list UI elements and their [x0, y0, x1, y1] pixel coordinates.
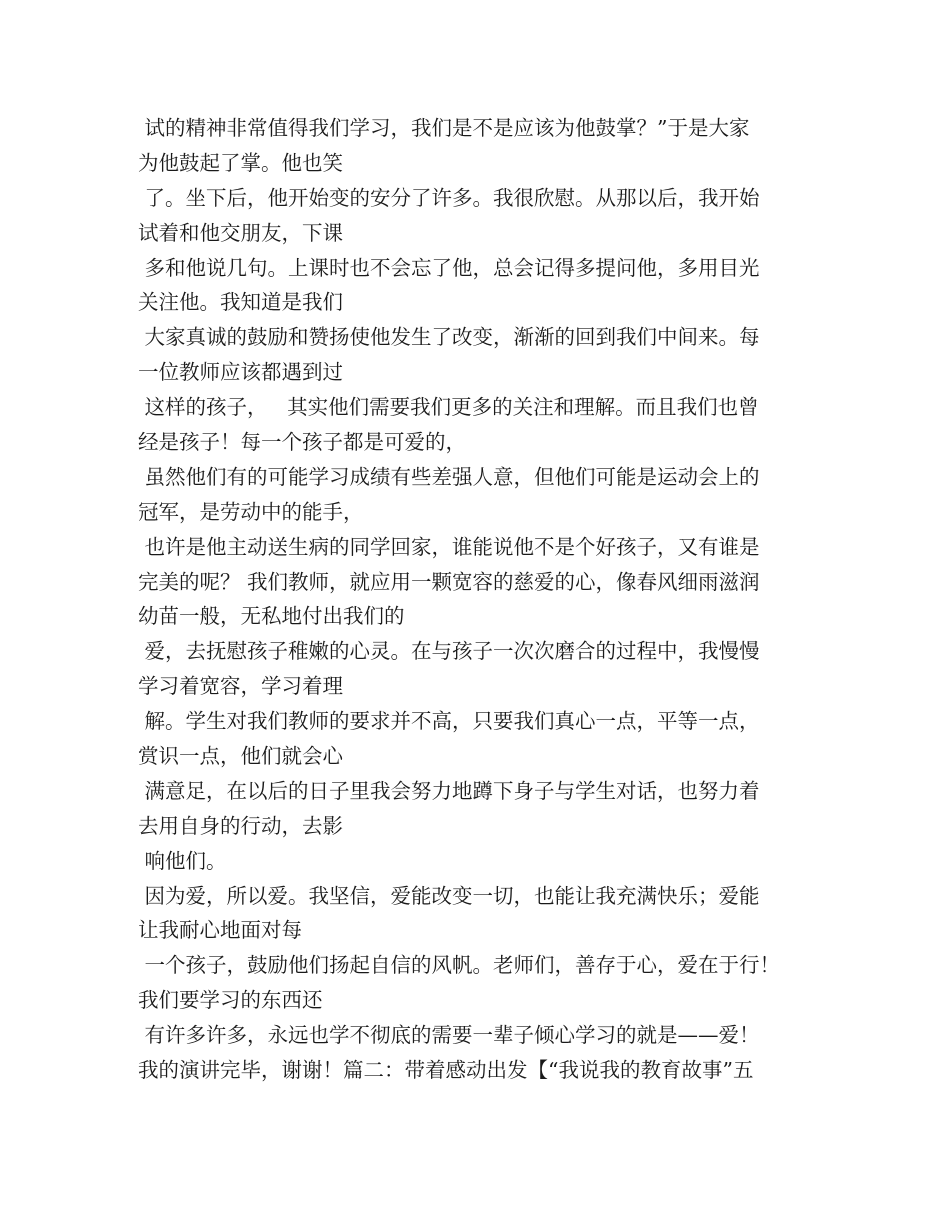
text-line: 虽然他们有的可能学习成绩有些差强人意，但他们可能是运动会上的	[138, 464, 760, 489]
text-line: 为他鼓起了掌。他也笑	[138, 150, 343, 175]
text-line: 响他们。	[138, 848, 227, 873]
text-line: 试的精神非常值得我们学习，我们是不是应该为他鼓掌？”于是大家	[138, 116, 750, 140]
text-line: 这样的孩子， 其实他们需要我们更多的关注和理解。而且我们也曾	[138, 395, 759, 420]
text-line: 多和他说几句。上课时也不会忘了他，总会记得多提问他，多用目光	[138, 255, 760, 280]
text-line: 一个孩子，鼓励他们扬起自信的风帆。老师们，善存于心，爱在于行！	[138, 953, 781, 978]
text-line: 去用自身的行动，去影	[138, 813, 343, 838]
text-line: 完美的呢？ 我们教师，就应用一颗宽容的慈爱的心，像春风细雨滋润	[138, 569, 760, 594]
document-body-text	[138, 111, 828, 1088]
text-line: 一位教师应该都遇到过	[138, 360, 343, 385]
text-line: 我们要学习的东西还	[138, 988, 323, 1013]
text-line: 我的演讲完毕，谢谢！篇二：带着感动出发【“我说我的教育故事”五	[138, 1058, 754, 1083]
text-line: 大家真诚的鼓励和赞扬使他发生了改变，渐渐的回到我们中间来。每	[138, 325, 760, 350]
text-line: 赏识一点，他们就会心	[138, 744, 343, 769]
text-line: 让我耐心地面对每	[138, 918, 302, 943]
text-line: 关注他。我知道是我们	[138, 290, 343, 315]
text-line: 有许多许多，永远也学不彻底的需要一辈子倾心学习的就是——爱！	[138, 1023, 760, 1048]
text-line: 学习着宽容，学习着理	[138, 674, 343, 699]
text-line: 了。坐下后，他开始变的安分了许多。我很欣慰。从那以后，我开始	[138, 185, 760, 210]
text-line: 因为爱，所以爱。我坚信，爱能改变一切，也能让我充满快乐；爱能	[138, 883, 760, 908]
text-line: 幼苗一般，无私地付出我们的	[138, 604, 405, 629]
text-line: 也许是他主动送生病的同学回家，谁能说他不是个好孩子，又有谁是	[138, 534, 760, 559]
text-line: 经是孩子！每一个孩子都是可爱的，	[138, 430, 466, 455]
text-line: 满意足，在以后的日子里我会努力地蹲下身子与学生对话，也努力着	[138, 778, 760, 803]
text-line: 试着和他交朋友，下课	[138, 220, 343, 245]
text-line: 解。学生对我们教师的要求并不高，只要我们真心一点，平等一点，	[138, 709, 760, 734]
text-line: 冠军，是劳动中的能手，	[138, 499, 364, 524]
text-line: 爱，去抚慰孩子稚嫩的心灵。在与孩子一次次磨合的过程中，我慢慢	[138, 639, 760, 664]
